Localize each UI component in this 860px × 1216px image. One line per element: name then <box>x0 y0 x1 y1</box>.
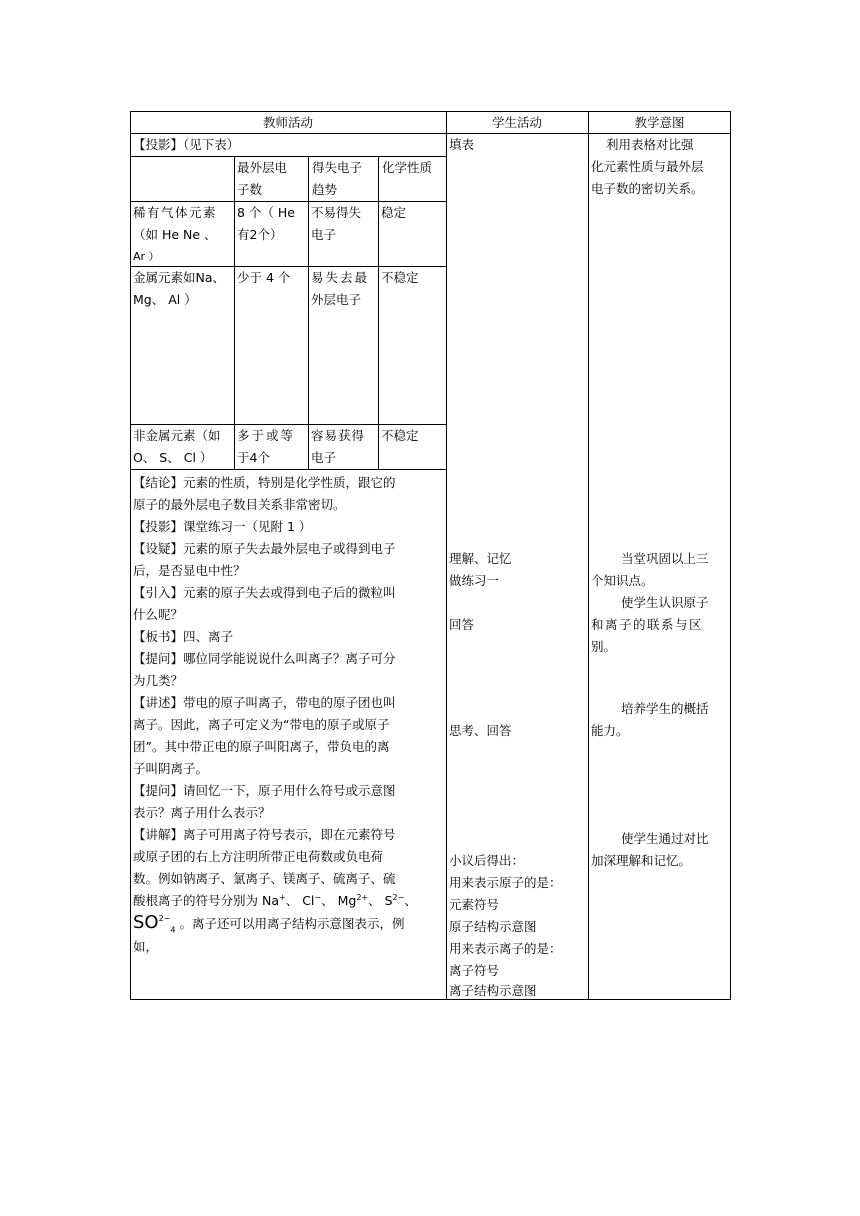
student-ion-rep: 用来表示离子的是： <box>449 941 562 956</box>
row-nonmetal-outer-2: 于4个 <box>237 450 270 465</box>
student-fill-table: 填表 <box>449 137 475 152</box>
intent-line: 个知识点。 <box>591 573 654 588</box>
teacher-line: 数。例如钠离子、氯离子、镁离子、硫离子、硫 <box>133 871 396 886</box>
row-metal-name-1: 金属元素如Na、 <box>133 270 226 285</box>
intent-line: 电子数的密切关系。 <box>591 181 704 196</box>
intent-line: 和离子的联系与区 <box>591 617 704 632</box>
sulfate-ion: $SO^{2-}_4$ <box>133 912 176 935</box>
projection-title: 【投影】（见下表） <box>133 137 240 152</box>
row-nonmetal-trend-1: 容易获得 <box>311 428 366 443</box>
student-atom-rep: 用来表示原子的是： <box>449 875 562 890</box>
magnesium-ion: $Mg^{2+}$ <box>337 892 369 908</box>
inner-header-outer-electrons-1: 最外层电 <box>237 160 288 175</box>
intent-line: 当堂巩固以上三 <box>621 551 709 566</box>
teacher-line: 【板书】四、离子 <box>133 629 234 644</box>
row-noble-name-2: （如 He Ne 、 <box>133 227 217 242</box>
row-nonmetal-name-1: 非金属元素（如 <box>133 428 221 443</box>
intent-line: 能力。 <box>591 723 629 738</box>
teacher-line: 后，是否显电中性？ <box>133 563 246 578</box>
student-ion-diagram: 离子结构示意图 <box>449 983 537 998</box>
intent-line: 加深理解和记忆。 <box>591 853 692 868</box>
row-nonmetal-outer-1: 多于或等 <box>237 428 296 443</box>
intent-line: 利用表格对比强 <box>606 137 694 152</box>
column-divider-student <box>588 111 589 1000</box>
teacher-line-last: 如， <box>133 939 159 954</box>
row-nonmetal-prop: 不稳定 <box>381 428 419 443</box>
student-ion-symbol: 离子符号 <box>449 963 500 978</box>
row-metal-name-2: Mg、 Al ） <box>133 292 197 307</box>
row-noble-trend-2: 电子 <box>311 227 337 242</box>
sodium-ion: Na+ <box>262 892 286 908</box>
row-metal-trend-2: 外层电子 <box>311 292 362 307</box>
teacher-line: 什么呢？ <box>133 607 184 622</box>
teacher-line: 【提问】哪位同学能说说什么叫离子？离子可分 <box>133 651 396 666</box>
teacher-line: 原子的最外层电子数目关系非常密切。 <box>133 497 346 512</box>
teacher-line: 为几类？ <box>133 673 184 688</box>
row-noble-prop: 稳定 <box>381 205 407 220</box>
student-answer: 回答 <box>449 617 475 632</box>
row-metal-trend-1: 易失去最 <box>311 270 370 285</box>
row-noble-outer-2: 有2个） <box>237 227 283 242</box>
inner-table-bottom <box>130 469 446 470</box>
student-atom-diagram: 原子结构示意图 <box>449 919 537 934</box>
inner-header-outer-electrons-2: 子数 <box>237 182 263 197</box>
ion-symbols-intro: 酸根离子的符号分别为 <box>133 893 259 908</box>
student-think-answer: 思考、回答 <box>449 723 512 738</box>
row-metal-prop: 不稳定 <box>381 270 419 285</box>
teacher-line: 【设疑】元素的原子失去最外层电子或得到电子 <box>133 541 396 556</box>
ion-symbols-line: 酸根离子的符号分别为 Na+、 Cl−、 $Mg^{2+}$、 $S^{2-}$、 <box>133 892 417 908</box>
intent-line: 别。 <box>591 639 617 654</box>
row-noble-outer-1: 8 个（ He <box>237 205 295 220</box>
row-nonmetal-name-2: O、 S、 Cl ） <box>133 450 213 465</box>
teacher-line: 离子。因此，离子可定义为“带电的原子或原子 <box>133 717 390 732</box>
student-practice: 做练习一 <box>449 573 500 588</box>
teacher-line: 【引入】元素的原子失去或得到电子后的微粒叫 <box>133 585 396 600</box>
header-student-activity: 学生活动 <box>491 115 542 130</box>
inner-col-divider-3 <box>378 156 379 469</box>
sulfate-ion-line <box>133 912 404 935</box>
intent-line: 使学生认识原子 <box>621 595 709 610</box>
student-understand: 理解、记忆 <box>449 551 512 566</box>
row-noble-trend-1: 不易得失 <box>311 205 362 220</box>
teacher-line: 【讲解】离子可用离子符号表示，即在元素符号 <box>133 827 396 842</box>
teacher-line: 表示？离子用什么表示？ <box>133 805 271 820</box>
row-noble-name-1: 稀有气体元素 <box>133 205 218 220</box>
teacher-line: 【提问】请回忆一下，原子用什么符号或示意图 <box>133 783 396 798</box>
teacher-line: 团”。其中带正电的原子叫阳离子，带负电的离 <box>133 739 390 754</box>
intent-line: 培养学生的概括 <box>621 701 709 716</box>
student-discuss: 小议后得出： <box>449 853 525 868</box>
inner-header-chem-prop: 化学性质 <box>382 160 433 175</box>
inner-header-trend-2: 趋势 <box>312 182 338 197</box>
column-divider-teacher <box>446 111 447 1000</box>
ion-diagram-sentence: 。离子还可以用离子结构示意图表示，例 <box>179 916 405 931</box>
row-noble-name-3: Ar ） <box>133 250 160 263</box>
teacher-line: 【投影】课堂练习一（见附 1 ） <box>133 519 312 534</box>
student-elem-symbol: 元素符号 <box>449 897 500 912</box>
intent-line: 使学生通过对比 <box>621 831 709 846</box>
inner-col-divider-2 <box>308 156 309 469</box>
row-nonmetal-trend-2: 电子 <box>311 450 337 465</box>
header-teacher-activity: 教师活动 <box>262 115 313 130</box>
header-teaching-intent: 教学意图 <box>634 115 685 130</box>
intent-line: 化元素性质与最外层 <box>591 159 704 174</box>
inner-col-divider-1 <box>234 156 235 469</box>
inner-header-trend-1: 得失电子 <box>312 160 363 175</box>
chloride-ion: Cl− <box>302 892 322 908</box>
teacher-line: 或原子团的右上方注明所带正电荷数或负电荷 <box>133 849 384 864</box>
teacher-line: 【讲述】带电的原子叫离子，带电的原子团也叫 <box>133 695 396 710</box>
teacher-line: 【结论】元素的性质，特别是化学性质，跟它的 <box>133 475 396 490</box>
sulfide-ion: $S^{2-}$ <box>384 892 405 908</box>
row-metal-outer: 少于 4 个 <box>237 270 291 285</box>
teacher-line: 子叫阴离子。 <box>133 761 209 776</box>
